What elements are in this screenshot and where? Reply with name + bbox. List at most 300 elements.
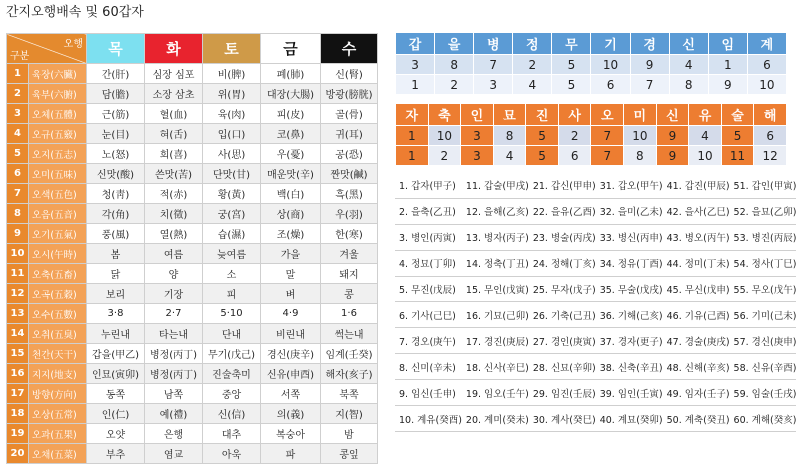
table-cell: 신맛(酸) bbox=[87, 164, 145, 184]
gapja-item: 40. 계묘(癸卯) bbox=[596, 406, 663, 432]
row-category: 지지(地支) bbox=[29, 364, 87, 384]
stem-label: 계 bbox=[747, 33, 786, 55]
gapja-item: 54. 정사(丁巳) bbox=[730, 251, 797, 277]
table-cell: 각(角) bbox=[87, 204, 145, 224]
stem-number: 3 bbox=[396, 55, 435, 75]
stem-label: 을 bbox=[435, 33, 474, 55]
table-cell: 백(白) bbox=[261, 184, 321, 204]
table-cell: 적(赤) bbox=[145, 184, 203, 204]
stem-label: 신 bbox=[669, 33, 708, 55]
row-category: 오수(五數) bbox=[29, 304, 87, 324]
gapja-item: 23. 병술(丙戌) bbox=[529, 225, 596, 251]
table-cell: 타는내 bbox=[145, 324, 203, 344]
corner-label-element: 오행 bbox=[63, 39, 83, 50]
table-cell: 부추 bbox=[87, 444, 145, 464]
table-cell: 단맛(甘) bbox=[203, 164, 261, 184]
branch-number: 8 bbox=[493, 126, 526, 146]
table-cell: 3·8 bbox=[87, 304, 145, 324]
sixty-gapja-grid bbox=[395, 173, 797, 432]
gapja-item: 18. 신사(辛巳) bbox=[462, 354, 529, 380]
gapja-item: 26. 기축(己丑) bbox=[529, 302, 596, 328]
table-cell: 골(骨) bbox=[321, 104, 378, 124]
gapja-item: 57. 경신(庚申) bbox=[730, 328, 797, 354]
branch-order: 3 bbox=[461, 146, 494, 166]
branch-label: 술 bbox=[721, 104, 754, 126]
gapja-item: 16. 기묘(己卯) bbox=[462, 302, 529, 328]
table-cell: 임계(壬癸) bbox=[321, 344, 378, 364]
element-header-water: 수 bbox=[321, 34, 378, 64]
table-cell: 단내 bbox=[203, 324, 261, 344]
row-number: 1 bbox=[7, 64, 29, 84]
table-cell: 중앙 bbox=[203, 384, 261, 404]
gapja-item: 34. 정유(丁酉) bbox=[596, 251, 663, 277]
table-cell: 대장(大腸) bbox=[261, 84, 321, 104]
row-category: 오색(五色) bbox=[29, 184, 87, 204]
table-cell: 대추 bbox=[203, 424, 261, 444]
stem-order: 1 bbox=[396, 75, 435, 95]
table-cell: 흑(黑) bbox=[321, 184, 378, 204]
gapja-item: 27. 경인(庚寅) bbox=[529, 328, 596, 354]
gapja-item: 49. 임자(壬子) bbox=[663, 380, 730, 406]
gapja-item: 60. 계해(癸亥) bbox=[730, 406, 797, 432]
gapja-item: 11. 갑술(甲戌) bbox=[462, 173, 529, 199]
branch-number: 9 bbox=[656, 126, 689, 146]
table-row bbox=[7, 424, 378, 444]
row-number: 13 bbox=[7, 304, 29, 324]
table-cell: 남쪽 bbox=[145, 384, 203, 404]
branch-number: 1 bbox=[396, 126, 429, 146]
row-category: 오축(五畜) bbox=[29, 264, 87, 284]
row-category: 방향(方向) bbox=[29, 384, 87, 404]
table-cell: 해자(亥子) bbox=[321, 364, 378, 384]
stem-label: 임 bbox=[708, 33, 747, 55]
earthly-branches-table bbox=[395, 103, 787, 166]
gapja-item: 28. 신묘(辛卯) bbox=[529, 354, 596, 380]
table-cell: 복숭아 bbox=[261, 424, 321, 444]
table-cell: 공(恐) bbox=[321, 144, 378, 164]
stem-label: 경 bbox=[630, 33, 669, 55]
table-cell: 황(黃) bbox=[203, 184, 261, 204]
gapja-item: 33. 병신(丙申) bbox=[596, 225, 663, 251]
gapja-item: 29. 임진(壬辰) bbox=[529, 380, 596, 406]
table-cell: 습(濕) bbox=[203, 224, 261, 244]
branches-order-row bbox=[396, 146, 787, 166]
table-cell: 5·10 bbox=[203, 304, 261, 324]
branch-order: 1 bbox=[396, 146, 429, 166]
table-cell: 피 bbox=[203, 284, 261, 304]
table-row bbox=[7, 344, 378, 364]
gapja-item: 31. 갑오(甲午) bbox=[596, 173, 663, 199]
branch-label: 진 bbox=[526, 104, 559, 126]
table-cell: 봄 bbox=[87, 244, 145, 264]
gapja-item: 14. 정축(丁丑) bbox=[462, 251, 529, 277]
stem-order: 2 bbox=[435, 75, 474, 95]
table-cell: 소 bbox=[203, 264, 261, 284]
gapja-item: 46. 기유(己酉) bbox=[663, 302, 730, 328]
row-category: 오상(五常) bbox=[29, 404, 87, 424]
gapja-item: 12. 을해(乙亥) bbox=[462, 199, 529, 225]
row-category: 오기(五氣) bbox=[29, 224, 87, 244]
element-header-earth: 토 bbox=[203, 34, 261, 64]
row-number: 12 bbox=[7, 284, 29, 304]
stem-label: 기 bbox=[591, 33, 630, 55]
table-cell: 담(膽) bbox=[87, 84, 145, 104]
stem-number: 9 bbox=[630, 55, 669, 75]
heavenly-stems-table bbox=[395, 32, 787, 95]
gapja-item: 36. 기해(己亥) bbox=[596, 302, 663, 328]
row-number: 11 bbox=[7, 264, 29, 284]
table-row bbox=[7, 184, 378, 204]
table-row bbox=[7, 104, 378, 124]
table-cell: 벼 bbox=[261, 284, 321, 304]
branch-label: 오 bbox=[591, 104, 624, 126]
stem-number: 10 bbox=[591, 55, 630, 75]
gapja-item: 20. 계미(癸未) bbox=[462, 406, 529, 432]
gapja-item: 43. 병오(丙午) bbox=[663, 225, 730, 251]
table-cell: 닭 bbox=[87, 264, 145, 284]
table-cell: 귀(耳) bbox=[321, 124, 378, 144]
row-number: 4 bbox=[7, 124, 29, 144]
table-cell: 염교 bbox=[145, 444, 203, 464]
table-row bbox=[7, 244, 378, 264]
row-number: 10 bbox=[7, 244, 29, 264]
five-elements-table bbox=[6, 33, 378, 464]
table-cell: 비린내 bbox=[261, 324, 321, 344]
gapja-item: 1. 갑자(甲子) bbox=[395, 173, 462, 199]
gapja-item: 39. 임인(壬寅) bbox=[596, 380, 663, 406]
branch-number: 4 bbox=[689, 126, 722, 146]
branch-label: 미 bbox=[624, 104, 657, 126]
gapja-item: 47. 경술(庚戌) bbox=[663, 328, 730, 354]
branches-header-row bbox=[396, 104, 787, 126]
table-cell: 방광(膀胱) bbox=[321, 84, 378, 104]
gapja-item: 37. 경자(更子) bbox=[596, 328, 663, 354]
table-cell: 지(智) bbox=[321, 404, 378, 424]
row-number: 5 bbox=[7, 144, 29, 164]
branch-order: 10 bbox=[689, 146, 722, 166]
row-number: 14 bbox=[7, 324, 29, 344]
row-number: 9 bbox=[7, 224, 29, 244]
branch-label: 묘 bbox=[493, 104, 526, 126]
element-header-row bbox=[7, 34, 378, 64]
corner-label-category: 구분 bbox=[10, 51, 30, 62]
table-cell: 쓴맛(苦) bbox=[145, 164, 203, 184]
stem-number: 4 bbox=[669, 55, 708, 75]
table-cell: 보리 bbox=[87, 284, 145, 304]
table-row bbox=[7, 304, 378, 324]
gapja-item: 17. 경진(庚辰) bbox=[462, 328, 529, 354]
table-cell: 오얏 bbox=[87, 424, 145, 444]
table-cell: 피(皮) bbox=[261, 104, 321, 124]
table-cell: 썩는내 bbox=[321, 324, 378, 344]
table-cell: 겨울 bbox=[321, 244, 378, 264]
table-row bbox=[7, 284, 378, 304]
gapja-item: 52. 을묘(乙卯) bbox=[730, 199, 797, 225]
table-row bbox=[7, 324, 378, 344]
gapja-item: 24. 정해(丁亥) bbox=[529, 251, 596, 277]
table-row bbox=[7, 84, 378, 104]
table-cell: 혈(血) bbox=[145, 104, 203, 124]
branch-number: 5 bbox=[526, 126, 559, 146]
branch-number: 2 bbox=[558, 126, 591, 146]
gapja-item: 58. 신유(辛酉) bbox=[730, 354, 797, 380]
gapja-item: 6. 기사(己巳) bbox=[395, 302, 462, 328]
table-cell: 희(喜) bbox=[145, 144, 203, 164]
table-cell: 눈(目) bbox=[87, 124, 145, 144]
branches-number-row bbox=[396, 126, 787, 146]
table-cell: 동쪽 bbox=[87, 384, 145, 404]
gapja-item: 22. 을유(乙酉) bbox=[529, 199, 596, 225]
table-cell: 누린내 bbox=[87, 324, 145, 344]
table-row bbox=[7, 204, 378, 224]
table-row bbox=[7, 364, 378, 384]
table-cell: 코(鼻) bbox=[261, 124, 321, 144]
row-category: 오지(五志) bbox=[29, 144, 87, 164]
corner-header bbox=[7, 34, 87, 64]
element-header-wood: 목 bbox=[87, 34, 145, 64]
gapja-item: 59. 임술(壬戌) bbox=[730, 380, 797, 406]
table-cell: 육(肉) bbox=[203, 104, 261, 124]
stem-order: 5 bbox=[552, 75, 591, 95]
gapja-item: 25. 무자(戊子) bbox=[529, 277, 596, 303]
branch-order: 9 bbox=[656, 146, 689, 166]
gapja-item: 3. 병인(丙寅) bbox=[395, 225, 462, 251]
row-number: 15 bbox=[7, 344, 29, 364]
element-header-fire: 화 bbox=[145, 34, 203, 64]
branch-order: 7 bbox=[591, 146, 624, 166]
branch-number: 6 bbox=[754, 126, 787, 146]
row-number: 19 bbox=[7, 424, 29, 444]
gapja-item: 32. 을미(乙未) bbox=[596, 199, 663, 225]
table-cell: 심장 심포 bbox=[145, 64, 203, 84]
stem-label: 정 bbox=[513, 33, 552, 55]
table-cell: 여름 bbox=[145, 244, 203, 264]
table-cell: 매운맛(辛) bbox=[261, 164, 321, 184]
table-cell: 우(憂) bbox=[261, 144, 321, 164]
stems-header-row bbox=[396, 33, 787, 55]
branch-label: 축 bbox=[428, 104, 461, 126]
branch-label: 유 bbox=[689, 104, 722, 126]
table-cell: 경신(庚辛) bbox=[261, 344, 321, 364]
row-number: 3 bbox=[7, 104, 29, 124]
table-cell: 파 bbox=[261, 444, 321, 464]
table-cell: 근(筋) bbox=[87, 104, 145, 124]
table-cell: 신유(申酉) bbox=[261, 364, 321, 384]
table-row bbox=[7, 164, 378, 184]
stem-label: 병 bbox=[474, 33, 513, 55]
row-number: 2 bbox=[7, 84, 29, 104]
table-cell: 상(商) bbox=[261, 204, 321, 224]
gapja-item: 19. 임오(壬午) bbox=[462, 380, 529, 406]
stem-order: 3 bbox=[474, 75, 513, 95]
row-category: 천간(天干) bbox=[29, 344, 87, 364]
branch-order: 2 bbox=[428, 146, 461, 166]
gapja-item: 30. 계사(癸巳) bbox=[529, 406, 596, 432]
gapja-item: 56. 기미(己未) bbox=[730, 302, 797, 328]
stem-label: 무 bbox=[552, 33, 591, 55]
table-cell: 짠맛(鹹) bbox=[321, 164, 378, 184]
table-cell: 신(信) bbox=[203, 404, 261, 424]
gapja-item: 51. 갑인(甲寅) bbox=[730, 173, 797, 199]
row-number: 17 bbox=[7, 384, 29, 404]
table-cell: 인묘(寅卯) bbox=[87, 364, 145, 384]
stem-order: 8 bbox=[669, 75, 708, 95]
table-row bbox=[7, 144, 378, 164]
stem-order: 7 bbox=[630, 75, 669, 95]
gapja-item: 2. 을축(乙丑) bbox=[395, 199, 462, 225]
branch-order: 6 bbox=[558, 146, 591, 166]
table-cell: 기장 bbox=[145, 284, 203, 304]
table-cell: 2·7 bbox=[145, 304, 203, 324]
table-row bbox=[7, 64, 378, 84]
stem-label: 갑 bbox=[396, 33, 435, 55]
table-cell: 풍(風) bbox=[87, 224, 145, 244]
gapja-item: 53. 병진(丙辰) bbox=[730, 225, 797, 251]
table-cell: 콩 bbox=[321, 284, 378, 304]
branch-order: 8 bbox=[624, 146, 657, 166]
table-cell: 노(怒) bbox=[87, 144, 145, 164]
row-category: 육부(六腑) bbox=[29, 84, 87, 104]
table-row bbox=[7, 124, 378, 144]
row-number: 16 bbox=[7, 364, 29, 384]
table-cell: 4·9 bbox=[261, 304, 321, 324]
table-cell: 돼지 bbox=[321, 264, 378, 284]
table-cell: 간(肝) bbox=[87, 64, 145, 84]
table-cell: 가을 bbox=[261, 244, 321, 264]
table-cell: 예(禮) bbox=[145, 404, 203, 424]
table-cell: 비(脾) bbox=[203, 64, 261, 84]
branch-number: 10 bbox=[624, 126, 657, 146]
stem-number: 2 bbox=[513, 55, 552, 75]
stem-number: 5 bbox=[552, 55, 591, 75]
table-row bbox=[7, 264, 378, 284]
gapja-item: 42. 을사(乙巳) bbox=[663, 199, 730, 225]
stem-order: 4 bbox=[513, 75, 552, 95]
branch-label: 자 bbox=[396, 104, 429, 126]
table-cell: 한(寒) bbox=[321, 224, 378, 244]
gapja-item: 15. 무인(戊寅) bbox=[462, 277, 529, 303]
table-cell: 청(靑) bbox=[87, 184, 145, 204]
table-cell: 신(腎) bbox=[321, 64, 378, 84]
branch-order: 12 bbox=[754, 146, 787, 166]
stem-order: 6 bbox=[591, 75, 630, 95]
gapja-item: 44. 정미(丁未) bbox=[663, 251, 730, 277]
page-title: 간지오행배속 및 60갑자 bbox=[6, 5, 144, 20]
gapja-item: 9. 임신(壬申) bbox=[395, 380, 462, 406]
table-cell: 인(仁) bbox=[87, 404, 145, 424]
stems-number-row bbox=[396, 55, 787, 75]
stems-order-row bbox=[396, 75, 787, 95]
branch-order: 4 bbox=[493, 146, 526, 166]
stem-number: 8 bbox=[435, 55, 474, 75]
gapja-item: 45. 무신(戊申) bbox=[663, 277, 730, 303]
table-cell: 소장 삼초 bbox=[145, 84, 203, 104]
table-cell: 양 bbox=[145, 264, 203, 284]
table-cell: 1·6 bbox=[321, 304, 378, 324]
branch-number: 10 bbox=[428, 126, 461, 146]
table-cell: 입(口) bbox=[203, 124, 261, 144]
gapja-item: 50. 계축(癸丑) bbox=[663, 406, 730, 432]
gapja-item: 55. 무오(戊午) bbox=[730, 277, 797, 303]
table-cell: 사(思) bbox=[203, 144, 261, 164]
table-cell: 의(義) bbox=[261, 404, 321, 424]
table-cell: 북쪽 bbox=[321, 384, 378, 404]
gapja-item: 41. 갑진(甲辰) bbox=[663, 173, 730, 199]
table-row bbox=[7, 444, 378, 464]
row-category: 오곡(五穀) bbox=[29, 284, 87, 304]
table-cell: 위(胃) bbox=[203, 84, 261, 104]
table-cell: 조(燥) bbox=[261, 224, 321, 244]
branch-number: 7 bbox=[591, 126, 624, 146]
table-cell: 밤 bbox=[321, 424, 378, 444]
row-number: 6 bbox=[7, 164, 29, 184]
row-category: 오채(五菜) bbox=[29, 444, 87, 464]
row-number: 7 bbox=[7, 184, 29, 204]
table-cell: 무기(戊己) bbox=[203, 344, 261, 364]
table-cell: 우(羽) bbox=[321, 204, 378, 224]
row-category: 육장(六臟) bbox=[29, 64, 87, 84]
row-category: 오시(午時) bbox=[29, 244, 87, 264]
gapja-item: 4. 정묘(丁卯) bbox=[395, 251, 462, 277]
branch-order: 11 bbox=[721, 146, 754, 166]
stem-order: 10 bbox=[747, 75, 786, 95]
branch-order: 5 bbox=[526, 146, 559, 166]
branch-label: 인 bbox=[461, 104, 494, 126]
gapja-item: 38. 신축(辛丑) bbox=[596, 354, 663, 380]
table-row bbox=[7, 404, 378, 424]
gapja-item: 5. 무진(戊辰) bbox=[395, 277, 462, 303]
table-cell: 진술축미 bbox=[203, 364, 261, 384]
table-cell: 혀(舌) bbox=[145, 124, 203, 144]
row-category: 오과(五果) bbox=[29, 424, 87, 444]
table-cell: 아욱 bbox=[203, 444, 261, 464]
gapja-item: 7. 경오(庚午) bbox=[395, 328, 462, 354]
table-cell: 늦여름 bbox=[203, 244, 261, 264]
row-number: 20 bbox=[7, 444, 29, 464]
row-category: 오체(五體) bbox=[29, 104, 87, 124]
row-category: 오미(五味) bbox=[29, 164, 87, 184]
branch-number: 3 bbox=[461, 126, 494, 146]
row-number: 8 bbox=[7, 204, 29, 224]
stem-order: 9 bbox=[708, 75, 747, 95]
gapja-item: 13. 병자(丙子) bbox=[462, 225, 529, 251]
branch-number: 5 bbox=[721, 126, 754, 146]
table-cell: 갑을(甲乙) bbox=[87, 344, 145, 364]
table-cell: 열(熱) bbox=[145, 224, 203, 244]
branch-label: 신 bbox=[656, 104, 689, 126]
branch-label: 해 bbox=[754, 104, 787, 126]
gapja-item: 21. 갑신(甲申) bbox=[529, 173, 596, 199]
stem-number: 7 bbox=[474, 55, 513, 75]
row-category: 오취(五臭) bbox=[29, 324, 87, 344]
table-cell: 병정(丙丁) bbox=[145, 344, 203, 364]
stem-number: 1 bbox=[708, 55, 747, 75]
table-cell: 서쪽 bbox=[261, 384, 321, 404]
gapja-item: 8. 신미(辛未) bbox=[395, 354, 462, 380]
table-cell: 콩잎 bbox=[321, 444, 378, 464]
gapja-item: 10. 계유(癸酉) bbox=[395, 406, 462, 432]
row-category: 오규(五竅) bbox=[29, 124, 87, 144]
gapja-item: 48. 신해(辛亥) bbox=[663, 354, 730, 380]
table-cell: 병정(丙丁) bbox=[145, 364, 203, 384]
table-cell: 폐(肺) bbox=[261, 64, 321, 84]
row-number: 18 bbox=[7, 404, 29, 424]
row-category: 오음(五音) bbox=[29, 204, 87, 224]
table-row bbox=[7, 384, 378, 404]
branch-label: 사 bbox=[558, 104, 591, 126]
table-cell: 말 bbox=[261, 264, 321, 284]
stem-number: 6 bbox=[747, 55, 786, 75]
